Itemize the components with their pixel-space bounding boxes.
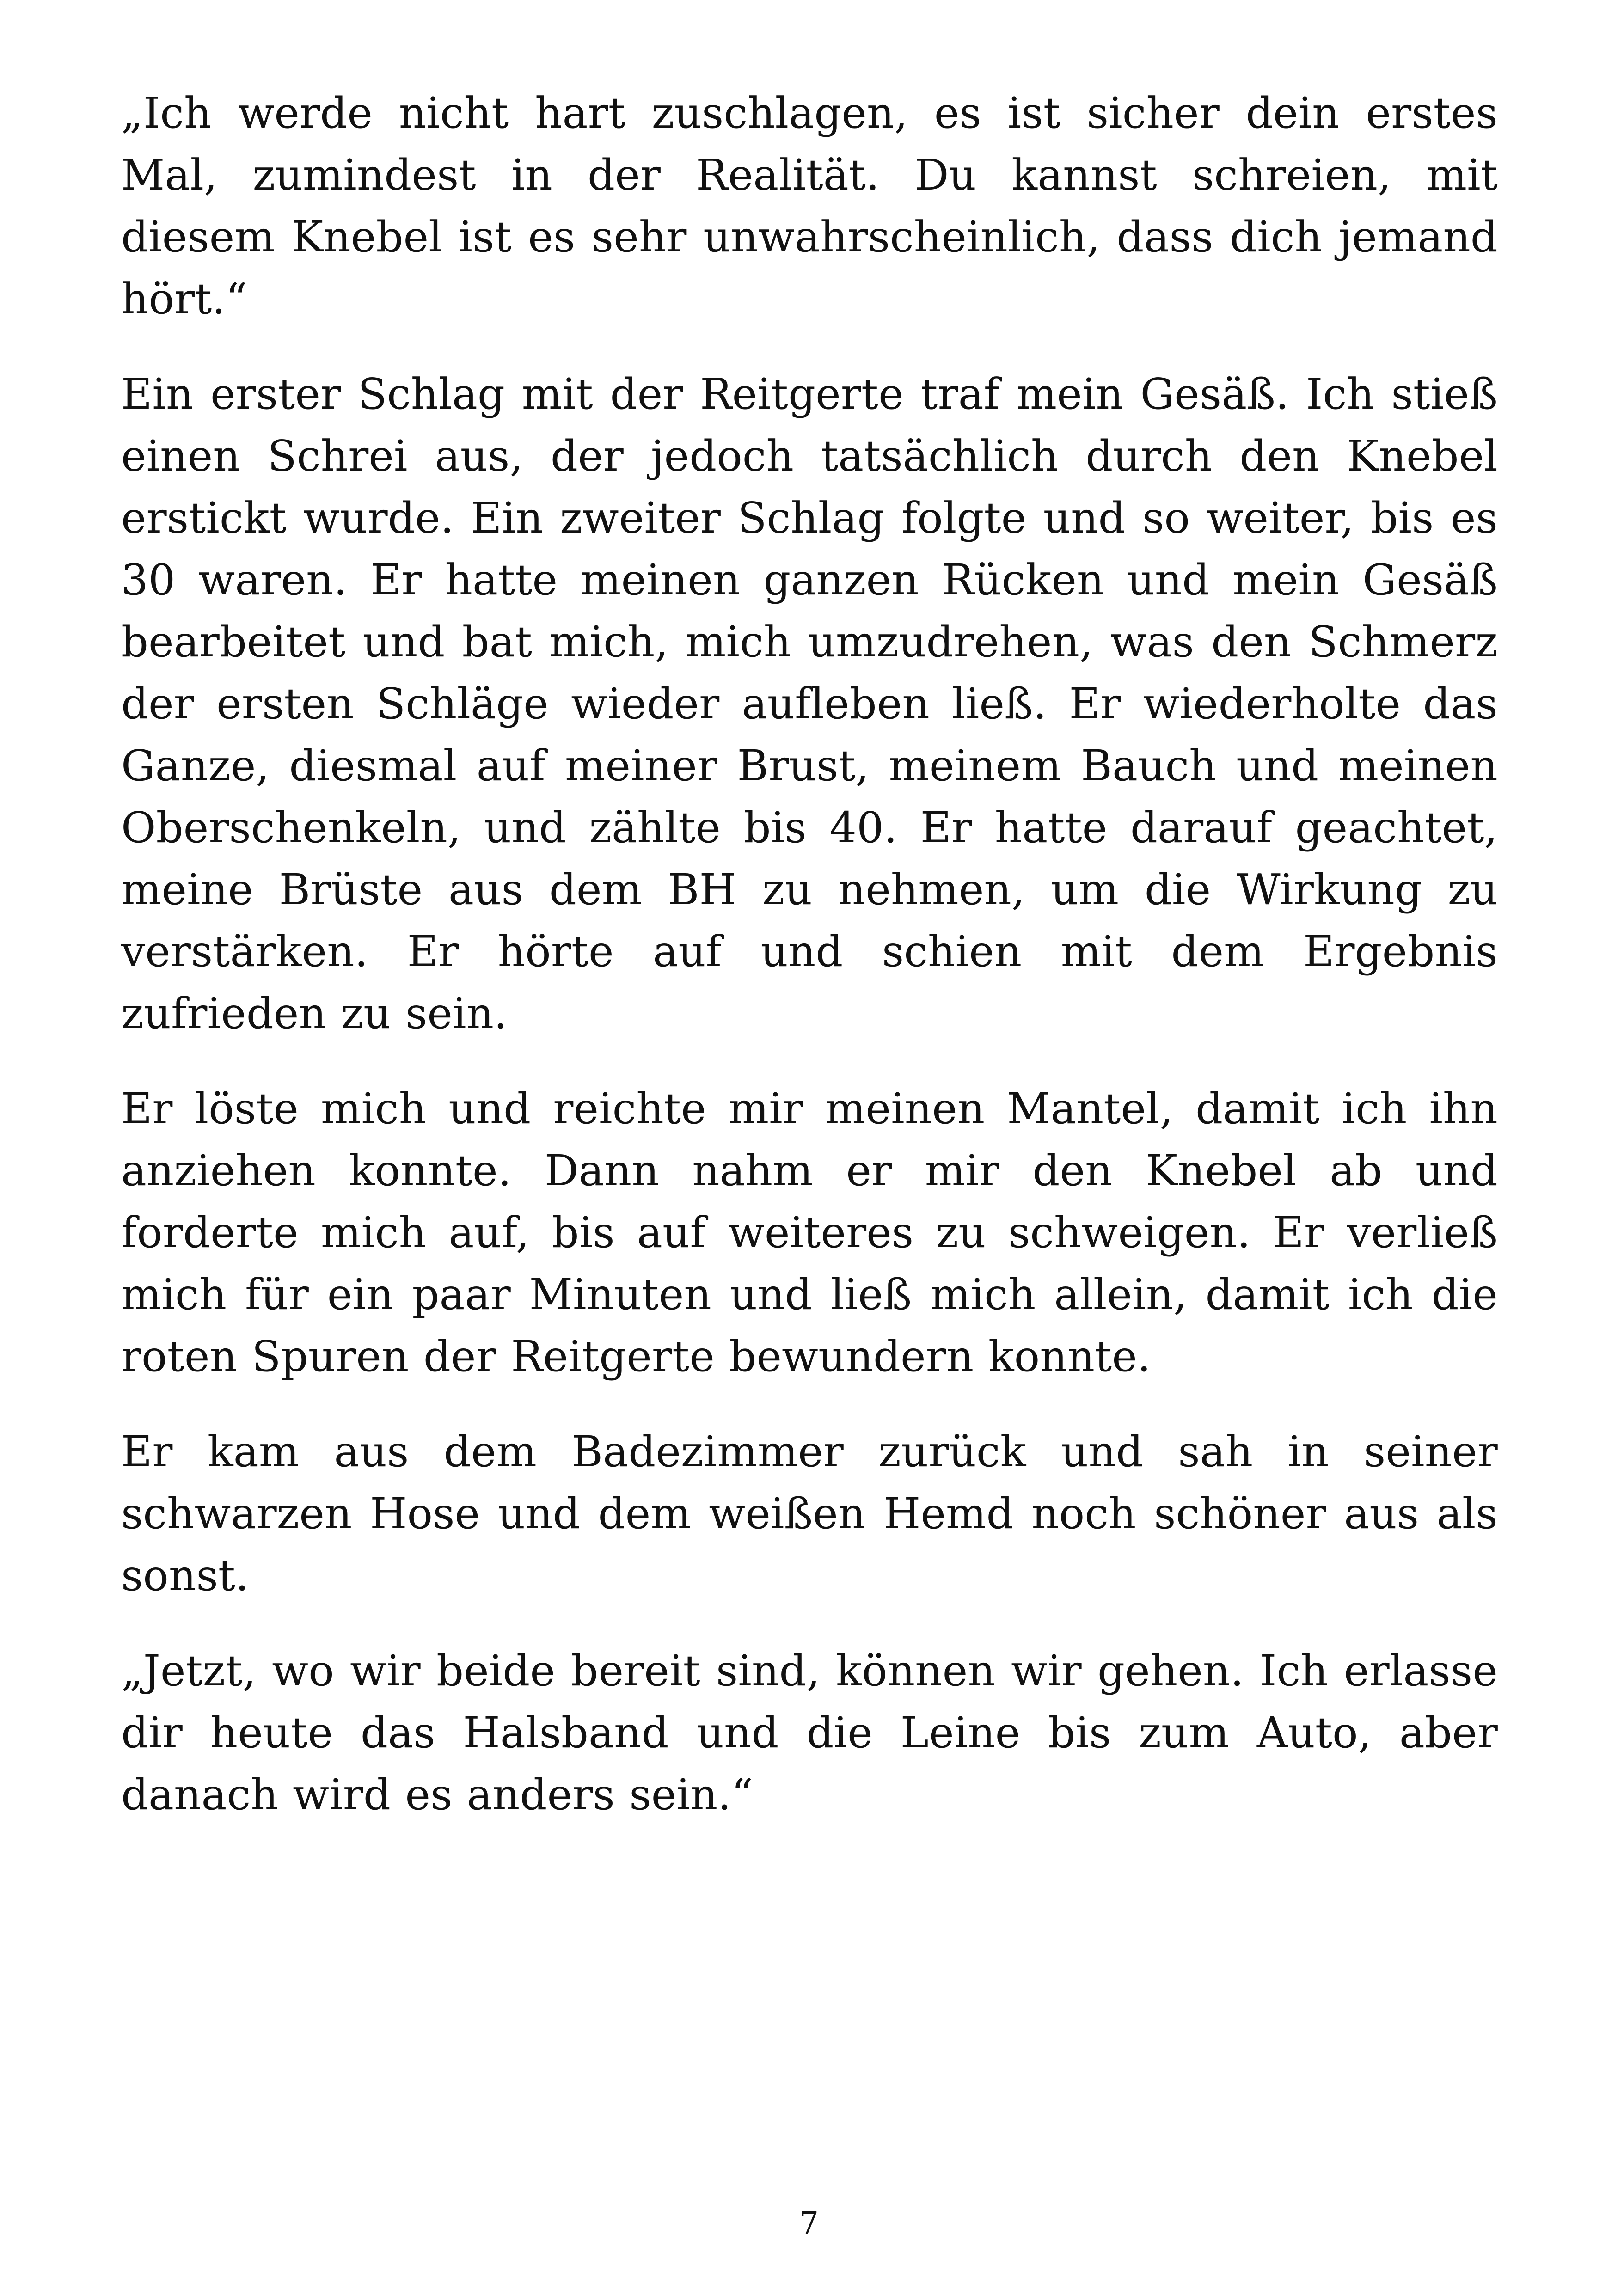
- paragraph-1: „Ich werde nicht hart zuschlagen, es ist sicher dein erstes Mal, zumindest in der Realität. Du kannst schreien, mit diesem Knebel ist es sehr unwahrscheinlich, dass dich jemand hört.“: [121, 88, 1498, 324]
- body-text: [121, 82, 1498, 1859]
- paragraph-4: Er kam aus dem Badezimmer zurück und sah in seiner schwarzen Hose und dem weißen Hemd noch schöner aus als sonst.: [121, 1427, 1498, 1600]
- paragraph-3: Er löste mich und reichte mir meinen Mantel, damit ich ihn anziehen konnte. Dann nahm er mir den Knebel ab und forderte mich auf, bis auf weiteres zu schweigen. Er verließ mich für ein paar Minuten und ließ mich allein, damit ich die roten Spuren der Reitgerte bewundern konnte.: [121, 1084, 1498, 1381]
- paragraph-5: „Jetzt, wo wir beide bereit sind, können wir gehen. Ich erlasse dir heute das Halsband und die Leine bis zum Auto, aber danach wird es anders sein.“: [121, 1646, 1498, 1819]
- page-number: 7: [799, 2205, 819, 2241]
- paragraph-2: Ein erster Schlag mit der Reitgerte traf mein Gesäß. Ich stieß einen Schrei aus, der jedoch tatsächlich durch den Knebel erstickt wurde. Ein zweiter Schlag folgte und so weiter, bis es 30 waren. Er hatte meinen ganzen Rücken und mein Gesäß bearbeitet und bat mich, mich umzudrehen, was den Schmerz der ersten Schläge wieder aufleben ließ. Er wiederholte das Ganze, diesmal auf meiner Brust, meinem Bauch und meinen Oberschenkeln, und zählte bis 40. Er hatte darauf geachtet, meine Brüste aus dem BH zu nehmen, um die Wirkung zu verstärken. Er hörte auf und schien mit dem Ergebnis zufrieden zu sein.: [121, 369, 1498, 1038]
